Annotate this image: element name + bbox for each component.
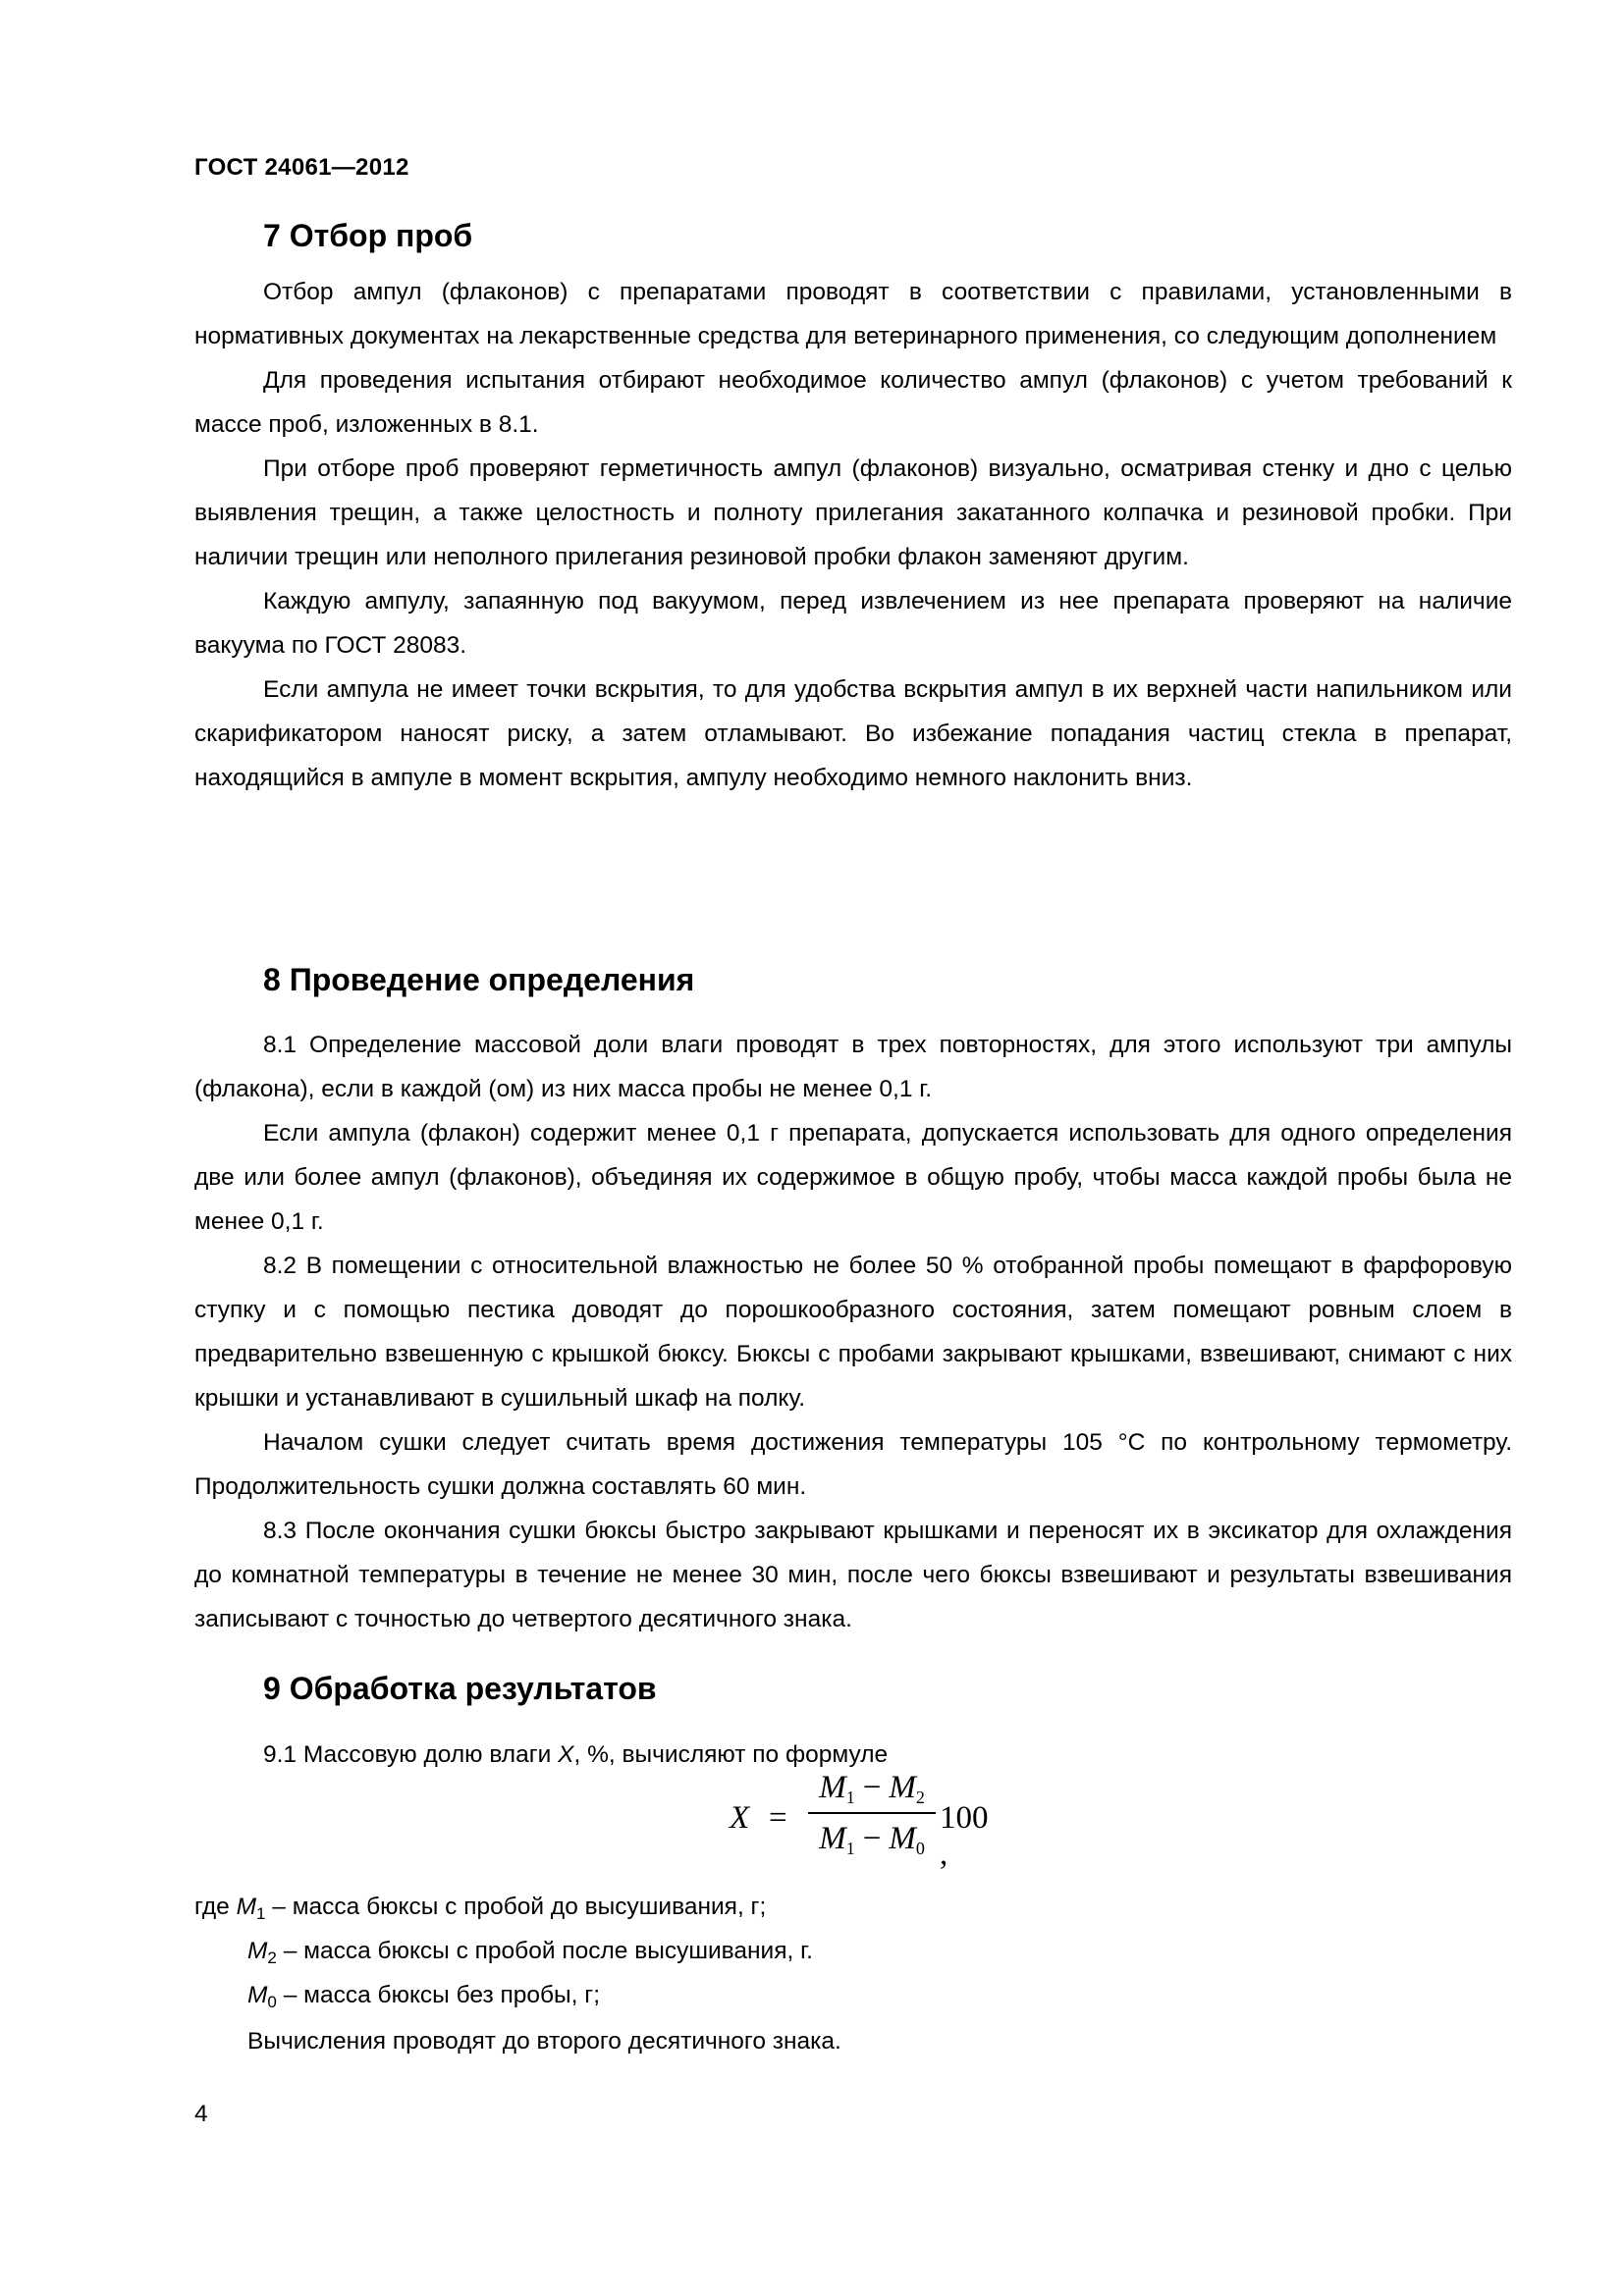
formula-denominator bbox=[808, 1816, 936, 1861]
formula-lhs: X bbox=[730, 1800, 750, 1836]
document-id: ГОСТ 24061—2012 bbox=[194, 154, 409, 181]
legend-prefix: где bbox=[194, 1894, 237, 1920]
section-8 bbox=[194, 960, 1512, 999]
num-subscript: 2 bbox=[915, 1788, 925, 1807]
formula-fraction bbox=[808, 1765, 936, 1861]
den-subscript: 0 bbox=[915, 1839, 925, 1858]
paragraph: Отбор ампул (флаконов) с препаратами проводят в соответствии с правилами, установленными в нормативных документах на лекарственные средства для ветеринарного применения, со следующим дополнением bbox=[194, 279, 1512, 349]
legend-text: – масса бюксы с пробой до высушивания, г; bbox=[265, 1894, 767, 1920]
section-8-title: 8 Проведение определения bbox=[263, 962, 695, 997]
legend-symbol: M bbox=[247, 1982, 268, 2008]
paragraph: Каждую ампулу, запаянную под вакуумом, перед извлечением из нее препарата проверяют на наличие вакуума по ГОСТ 28083. bbox=[194, 588, 1512, 659]
legend-subscript: 0 bbox=[267, 1993, 277, 2011]
legend-subscript: 1 bbox=[256, 1904, 266, 1923]
section-9-title: 9 Обработка результатов bbox=[263, 1671, 657, 1706]
formula-coefficient: 100 , bbox=[940, 1800, 989, 1872]
paragraph: Если ампула не имеет точки вскрытия, то для удобства вскрытия ампул в их верхней части напильником или скарификатором наносят риску, а затем отламывают. Во избежание попадания частиц стекла в препарат, находящийся в ампуле в момент вскрытия, ампулу необходимо немного наклонить вниз. bbox=[194, 676, 1512, 791]
num-operator: − bbox=[862, 1770, 882, 1805]
intro-variable: X bbox=[558, 1741, 574, 1768]
num-symbol: M bbox=[819, 1770, 846, 1805]
legend-row bbox=[247, 1973, 600, 2024]
legend-text: – масса бюксы с пробой после высушивания, г. bbox=[276, 1938, 813, 1964]
paragraph: 8.3 После окончания сушки бюксы быстро закрывают крышками и переносят их в эксикатор для охлаждения до комнатной температуры в течение не менее 30 мин, после чего бюксы взвешивают и результаты взвешивания записывают с точностью до четвертого десятичного знака. bbox=[194, 1518, 1512, 1632]
den-symbol: M bbox=[889, 1821, 916, 1856]
legend-symbol: M bbox=[247, 1938, 268, 1964]
paragraph: Началом сушки следует считать время достижения температуры 105 °С по контрольному термометру. Продолжительность сушки должна составлять 60 мин. bbox=[194, 1429, 1512, 1500]
fraction-bar bbox=[808, 1812, 936, 1814]
den-operator: − bbox=[862, 1821, 882, 1856]
num-symbol: M bbox=[889, 1770, 916, 1805]
section-8-body bbox=[194, 1023, 1512, 1641]
document-page bbox=[194, 0, 1512, 2296]
paragraph: 8.2 В помещении с относительной влажностью не более 50 % отобранной пробы помещают в фарфоровую ступку и с помощью пестика доводят до порошкообразного состояния, затем помещают ровным слоем в предварительно взвешенную с крышкой бюксу. Бюксы с пробами закрывают крышками, взвешивают, снимают с них крышки и устанавливают в сушильный шкаф на полку. bbox=[194, 1253, 1512, 1412]
paragraph: Для проведения испытания отбирают необходимое количество ампул (флаконов) с учетом требований к массе проб, изложенных в 8.1. bbox=[194, 367, 1512, 438]
section-9 bbox=[194, 1669, 1512, 1708]
paragraph: 8.1 Определение массовой доли влаги проводят в трех повторностях, для этого используют три ампулы (флакона), если в каждой (ом) из них масса пробы не менее 0,1 г. bbox=[194, 1032, 1512, 1102]
section-7-body bbox=[194, 270, 1512, 800]
formula-numerator bbox=[808, 1765, 936, 1810]
den-subscript: 1 bbox=[845, 1839, 855, 1858]
formula-equals: = bbox=[769, 1800, 787, 1836]
legend-subscript: 2 bbox=[267, 1949, 277, 1967]
section-7-title: 7 Отбор проб bbox=[263, 218, 473, 253]
paragraph: Если ампула (флакон) содержит менее 0,1 г препарата, допускается использовать для одного определения две или более ампул (флаконов), объединяя их содержимое в общую пробу, чтобы масса каждой пробы была не менее 0,1 г. bbox=[194, 1120, 1512, 1235]
paragraph: При отборе проб проверяют герметичность ампул (флаконов) визуально, осматривая стенку и дно с целью выявления трещин, а также целостность и полноту прилегания закатанного колпачка и резиновой пробки. При наличии трещин или неполного прилегания резиновой пробки флакон заменяют другим. bbox=[194, 455, 1512, 570]
legend-text: – масса бюксы без пробы, г; bbox=[276, 1982, 601, 2008]
intro-prefix: 9.1 Массовую долю влаги bbox=[263, 1741, 559, 1768]
intro-suffix: , %, вычисляют по формуле bbox=[573, 1741, 889, 1768]
den-symbol: M bbox=[819, 1821, 846, 1856]
page-number: 4 bbox=[194, 2101, 208, 2127]
legend-symbol: M bbox=[236, 1894, 256, 1920]
section-7 bbox=[194, 216, 1512, 255]
num-subscript: 1 bbox=[845, 1788, 855, 1807]
closing-text: Вычисления проводят до второго десятичного знака. bbox=[247, 2028, 841, 2055]
